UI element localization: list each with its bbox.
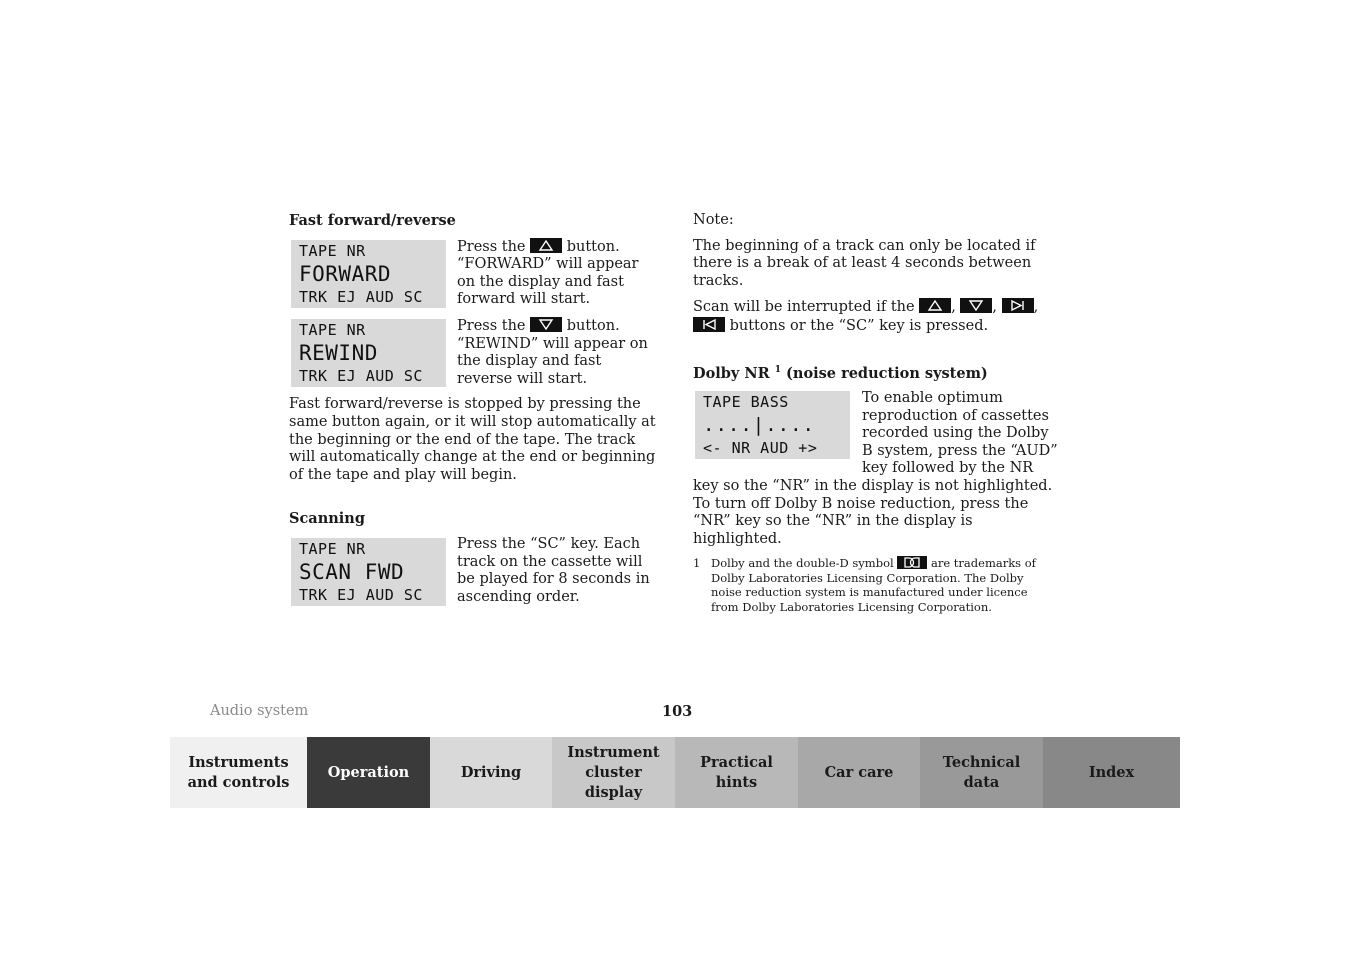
footer-section-title: Audio system — [210, 703, 309, 719]
lcd-line: TRK EJ AUD SC — [299, 585, 423, 604]
forward-row — [289, 238, 659, 309]
triangle-up-icon — [919, 298, 951, 313]
lcd-rewind-display — [291, 319, 446, 387]
triangle-down-icon — [530, 317, 562, 332]
lcd-line: SCAN FWD — [299, 559, 405, 584]
tab-car-care[interactable]: Car care — [798, 737, 920, 808]
scan-row — [289, 536, 659, 606]
note-text: The beginning of a track can only be located if there is a break of at least 4 seconds between tracks. — [693, 237, 1036, 289]
lcd-line: REWIND — [299, 340, 378, 365]
lcd-line: FORWARD — [299, 261, 392, 286]
forward-instruction — [457, 238, 659, 309]
scan-instruction: Press the “SC” key. Each track on the cassette will be played for 8 seconds in ascending order. — [457, 535, 650, 605]
scan-interrupt-after: buttons or the “SC” key is pressed. — [725, 317, 989, 334]
lcd-dolby-display — [695, 391, 850, 459]
tab-technical-data[interactable]: Technical data — [920, 737, 1043, 808]
dolby-heading-main: Dolby NR — [693, 364, 770, 382]
right-column — [693, 212, 1063, 614]
left-column — [289, 212, 659, 614]
footnote-text — [711, 556, 1063, 614]
chapter-nav — [170, 737, 1180, 808]
lcd-line: TAPE NR — [299, 539, 366, 558]
skip-next-icon — [1002, 298, 1034, 313]
footnote-before: Dolby and the double-D symbol — [711, 556, 898, 571]
forward-text-after: button. “FORWARD” will appear on the display and fast forward will start. — [457, 238, 639, 308]
tab-operation[interactable]: Operation — [307, 737, 430, 808]
dolby-double-d-icon — [897, 556, 927, 569]
forward-text-before: Press the — [457, 238, 531, 255]
triangle-up-icon — [530, 238, 562, 253]
footnote-after: are trademarks of Dolby Laboratories Licensing Corporation. The Dolby noise reduction system is manufactured under licence from Dolby Laboratories Licensing Corporation. — [711, 556, 1036, 614]
triangle-down-icon — [960, 298, 992, 313]
rewind-text-after: button. “REWIND” will appear on the display and fast reverse will start. — [457, 317, 648, 387]
lcd-line: TAPE NR — [299, 320, 366, 339]
tab-practical-hints[interactable]: Practical hints — [675, 737, 798, 808]
tab-driving[interactable]: Driving — [430, 737, 552, 808]
dolby-text: To enable optimum reproduction of cassettes recorded using the Dolby B system, press the “AUD” key followed by the NR key so the “NR” in the display is not highlighted. To turn off Dolby B noise reduction, press the “NR” key so the “NR” in the display is highlighted. — [693, 389, 1058, 547]
rewind-text-before: Press the — [457, 317, 531, 334]
lcd-line: TAPE NR — [299, 241, 366, 260]
lcd-forward-display — [291, 240, 446, 308]
tab-index[interactable]: Index — [1043, 737, 1180, 808]
ff-paragraph: Fast forward/reverse is stopped by pressing the same button again, or it will stop automatically at the beginning or the end of the tape. The track will automatically change at the end or beginning of the tape and play will begin. — [289, 396, 656, 483]
skip-prev-icon — [693, 317, 725, 332]
lcd-line: <- NR AUD +> — [703, 438, 818, 457]
rewind-row — [289, 317, 659, 388]
tab-instrument-cluster-display[interactable]: Instrument cluster display — [552, 737, 675, 808]
dolby-block — [693, 390, 1063, 548]
page-number: 103 — [662, 703, 693, 720]
tab-instruments-and-controls[interactable]: Instruments and controls — [170, 737, 307, 808]
note-label: Note: — [693, 212, 734, 228]
footnote — [693, 556, 1063, 614]
rewind-instruction — [457, 317, 659, 388]
lcd-line: ....|.... — [703, 413, 815, 436]
dolby-footnote-marker: 1 — [774, 364, 781, 375]
scan-interrupt-text: Scan will be interrupted if the , , , buttons or the “SC” key is pressed. — [693, 299, 1039, 334]
heading-dolby-nr — [693, 362, 1063, 382]
heading-fast-forward-reverse: Fast forward/reverse — [289, 212, 456, 229]
dolby-heading-rest: (noise reduction system) — [781, 364, 988, 382]
scan-interrupt-before: Scan will be interrupted if the — [693, 299, 920, 316]
lcd-line: TAPE BASS — [703, 392, 789, 411]
lcd-line: TRK EJ AUD SC — [299, 366, 423, 385]
lcd-scan-display — [291, 538, 446, 606]
lcd-line: TRK EJ AUD SC — [299, 287, 423, 306]
heading-scanning: Scanning — [289, 510, 365, 528]
footnote-number: 1 — [693, 556, 701, 571]
